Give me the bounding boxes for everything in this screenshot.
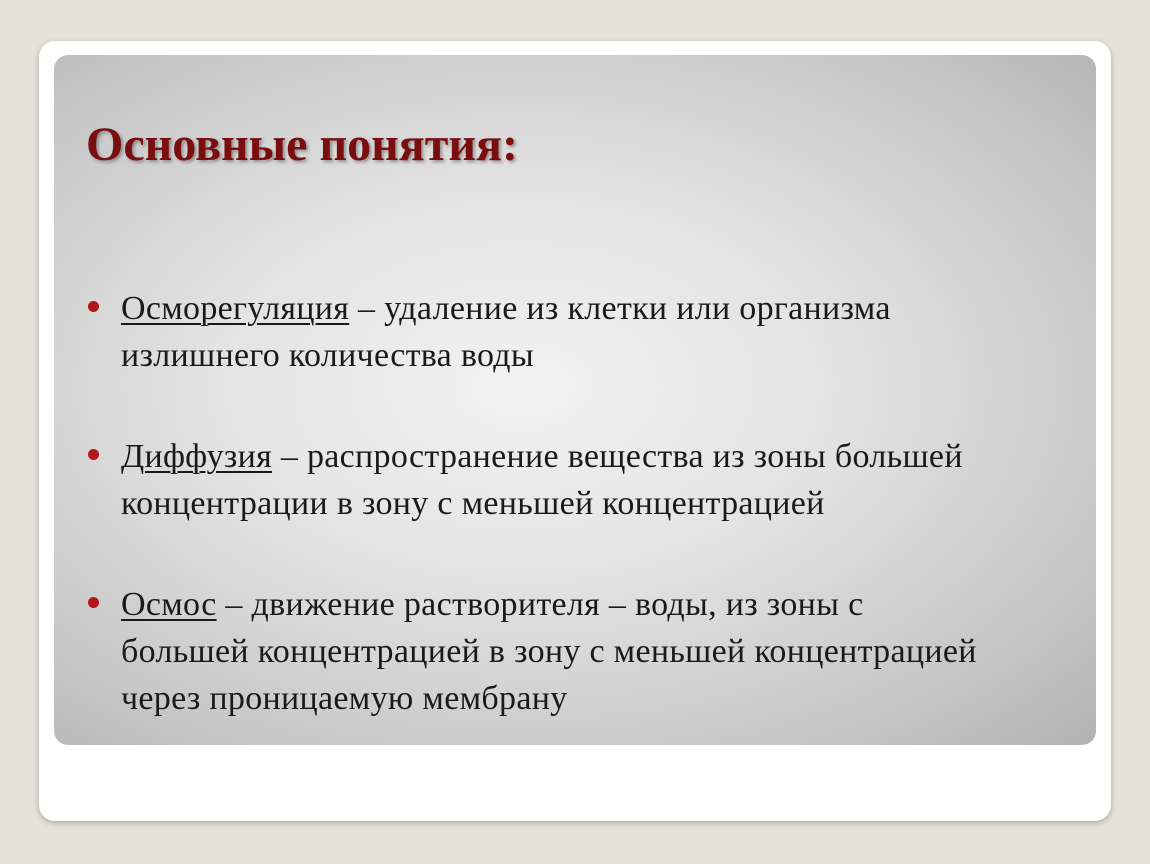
- term-label: Осморегуляция: [121, 290, 350, 327]
- bullet-text: [121, 285, 1051, 379]
- bullet-line: [121, 433, 1051, 480]
- bullet-dot-icon: [88, 449, 99, 460]
- definition-text: – распространение вещества из зоны большей: [272, 438, 963, 475]
- definition-text: – движение растворителя – воды, из зоны с: [216, 586, 864, 623]
- term-label: Осмос: [121, 586, 217, 623]
- term-label: Диффузия: [121, 438, 273, 475]
- bullet-dot-icon: [88, 301, 99, 312]
- bullet-dot-icon: [88, 597, 99, 608]
- definition-text: через проницаемую мембрану: [121, 680, 568, 717]
- definition-text: концентрации в зону с меньшей концентрацией: [121, 485, 825, 522]
- slide: [54, 55, 1096, 745]
- definition-text: большей концентрацией в зону с меньшей концентрацией: [121, 633, 977, 670]
- bullet-text: [121, 433, 1051, 527]
- definition-text: излишнего количества воды: [121, 337, 535, 374]
- bullet-text: [121, 581, 1051, 722]
- bullet-line: [121, 581, 1051, 628]
- slide-title: Основные понятия:: [86, 118, 518, 171]
- bullet-line: [121, 285, 1051, 332]
- definition-text: – удаление из клетки или организма: [349, 290, 891, 327]
